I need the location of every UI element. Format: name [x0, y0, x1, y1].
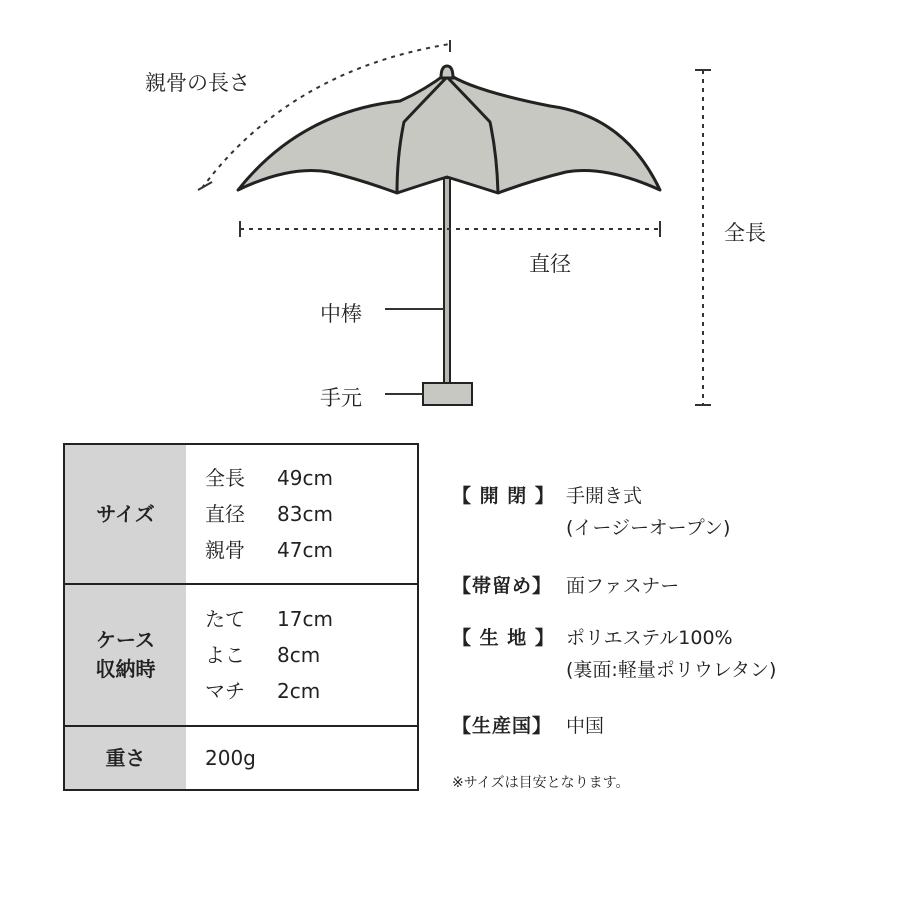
- case-header-line1: ケース: [96, 628, 155, 652]
- umbrella-diagram: [0, 0, 900, 430]
- info-row-fabric: [452, 622, 776, 686]
- size-note: ※サイズは目安となります。: [452, 775, 630, 791]
- case-header: [65, 585, 186, 727]
- case-row-label: マチ: [205, 679, 245, 703]
- case-row: [205, 673, 417, 709]
- size-row-label: 全長: [205, 466, 245, 490]
- size-row: [205, 460, 417, 496]
- size-row-label: 直径: [205, 502, 245, 526]
- weight-row: [205, 740, 417, 776]
- info-key: 【帯留め】: [452, 575, 553, 597]
- total-length-label: 全長: [724, 221, 766, 245]
- info-value: [566, 622, 776, 686]
- info-row-opening: [452, 480, 730, 544]
- case-row-label: たて: [205, 607, 245, 631]
- info-value-line: 面ファスナー: [566, 575, 680, 597]
- weight-header: 重さ: [65, 727, 186, 789]
- info-value-line: (イージーオープン): [566, 517, 731, 539]
- umbrella-shaft: [444, 178, 450, 384]
- info-value-line: 手開き式: [566, 485, 643, 507]
- size-row-label: 親骨: [205, 538, 245, 562]
- umbrella-canopy: [238, 73, 660, 193]
- case-header-line2: 収納時: [95, 657, 156, 681]
- diameter-label: 直径: [529, 252, 571, 276]
- case-row-value: 8cm: [277, 643, 321, 667]
- size-row-value: 47cm: [277, 538, 333, 562]
- case-values: [186, 585, 417, 727]
- info-key: 【 生 地 】: [452, 627, 555, 649]
- size-row-value: 83cm: [277, 502, 333, 526]
- info-row-strap: [452, 570, 679, 602]
- info-value-line: 中国: [566, 715, 605, 737]
- case-row-value: 17cm: [277, 607, 333, 631]
- info-value: [566, 480, 730, 544]
- handle-label: 手元: [320, 386, 362, 410]
- info-value-line: ポリエステル100%: [566, 627, 733, 649]
- size-header: サイズ: [65, 445, 186, 585]
- info-row-country: [452, 710, 604, 742]
- weight-value: 200g: [205, 746, 256, 770]
- rib-length-arc-end-tick: [198, 182, 212, 190]
- size-values: [186, 445, 417, 585]
- size-row-value: 49cm: [277, 466, 333, 490]
- info-value: [566, 710, 604, 742]
- umbrella-illustration: [0, 0, 900, 430]
- info-value: [566, 570, 679, 602]
- size-row: [205, 532, 417, 568]
- case-row: [205, 637, 417, 673]
- umbrella-handle: [423, 383, 472, 405]
- case-row: [205, 601, 417, 637]
- info-value-line: (裏面:軽量ポリウレタン): [566, 659, 777, 681]
- info-key: 【生産国】: [452, 715, 553, 737]
- weight-values: [186, 727, 417, 789]
- case-row-label: よこ: [205, 643, 245, 667]
- rib-length-label: 親骨の長さ: [145, 71, 250, 95]
- info-key: 【 開 閉 】: [452, 485, 555, 507]
- case-row-value: 2cm: [277, 679, 321, 703]
- spec-table: [63, 443, 419, 791]
- shaft-label: 中棒: [320, 302, 362, 326]
- size-row: [205, 496, 417, 532]
- umbrella-tip: [441, 66, 453, 78]
